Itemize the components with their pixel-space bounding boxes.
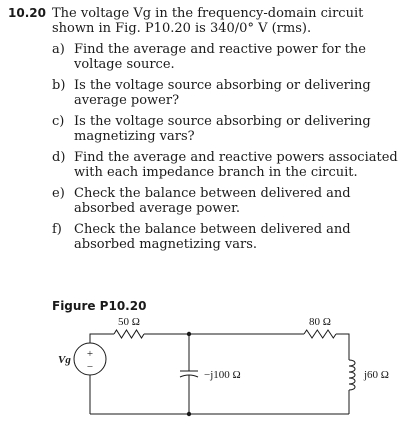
source-label: Vg [58, 354, 71, 366]
problem-10-20 [8, 6, 404, 258]
node-dot-top [187, 332, 191, 336]
source-plus: + [86, 348, 94, 360]
item-text: Find the average and reactive powers associated with each impedance branch in the circuit. [74, 150, 398, 180]
item-label: c) [52, 114, 65, 129]
item-text: Is the voltage source absorbing or delivering average power? [74, 78, 371, 108]
item-text: Find the average and reactive power for the voltage source. [74, 42, 366, 72]
problem-item-d [8, 150, 404, 180]
problem-item-c [8, 114, 404, 144]
circuit-diagram [0, 314, 410, 425]
source-minus: − [86, 361, 94, 373]
problem-number: 10.20 [8, 6, 46, 20]
problem-item-e [8, 186, 404, 216]
item-label: f) [52, 222, 62, 237]
item-text: Check the balance between delivered and absorbed average power. [74, 186, 351, 216]
inductor-icon [349, 360, 355, 390]
item-text: Check the balance between delivered and absorbed magnetizing vars. [74, 222, 351, 252]
problem-item-f [8, 222, 404, 252]
resistor-50-icon [114, 330, 144, 338]
r2-label: 80 Ω [309, 316, 331, 328]
item-label: e) [52, 186, 65, 201]
problem-item-a [8, 42, 404, 72]
problem-stem: The voltage Vg in the frequency-domain circuit shown in Fig. P10.20 is 340/0° V (rms). [52, 6, 364, 36]
item-label: a) [52, 42, 65, 57]
resistor-80-icon [304, 330, 336, 338]
problem-items [8, 42, 404, 252]
top-wire [90, 334, 114, 343]
node-dot-bottom [187, 412, 191, 416]
r1-label: 50 Ω [118, 316, 140, 328]
item-label: b) [52, 78, 66, 93]
cap-label: −j100 Ω [204, 369, 241, 381]
item-text: Is the voltage source absorbing or delivering magnetizing vars? [74, 114, 371, 144]
problem-item-b [8, 78, 404, 108]
item-label: d) [52, 150, 66, 165]
top-wire-right [336, 334, 349, 360]
figure-label: Figure P10.20 [52, 299, 147, 313]
ind-label: j60 Ω [364, 369, 389, 381]
